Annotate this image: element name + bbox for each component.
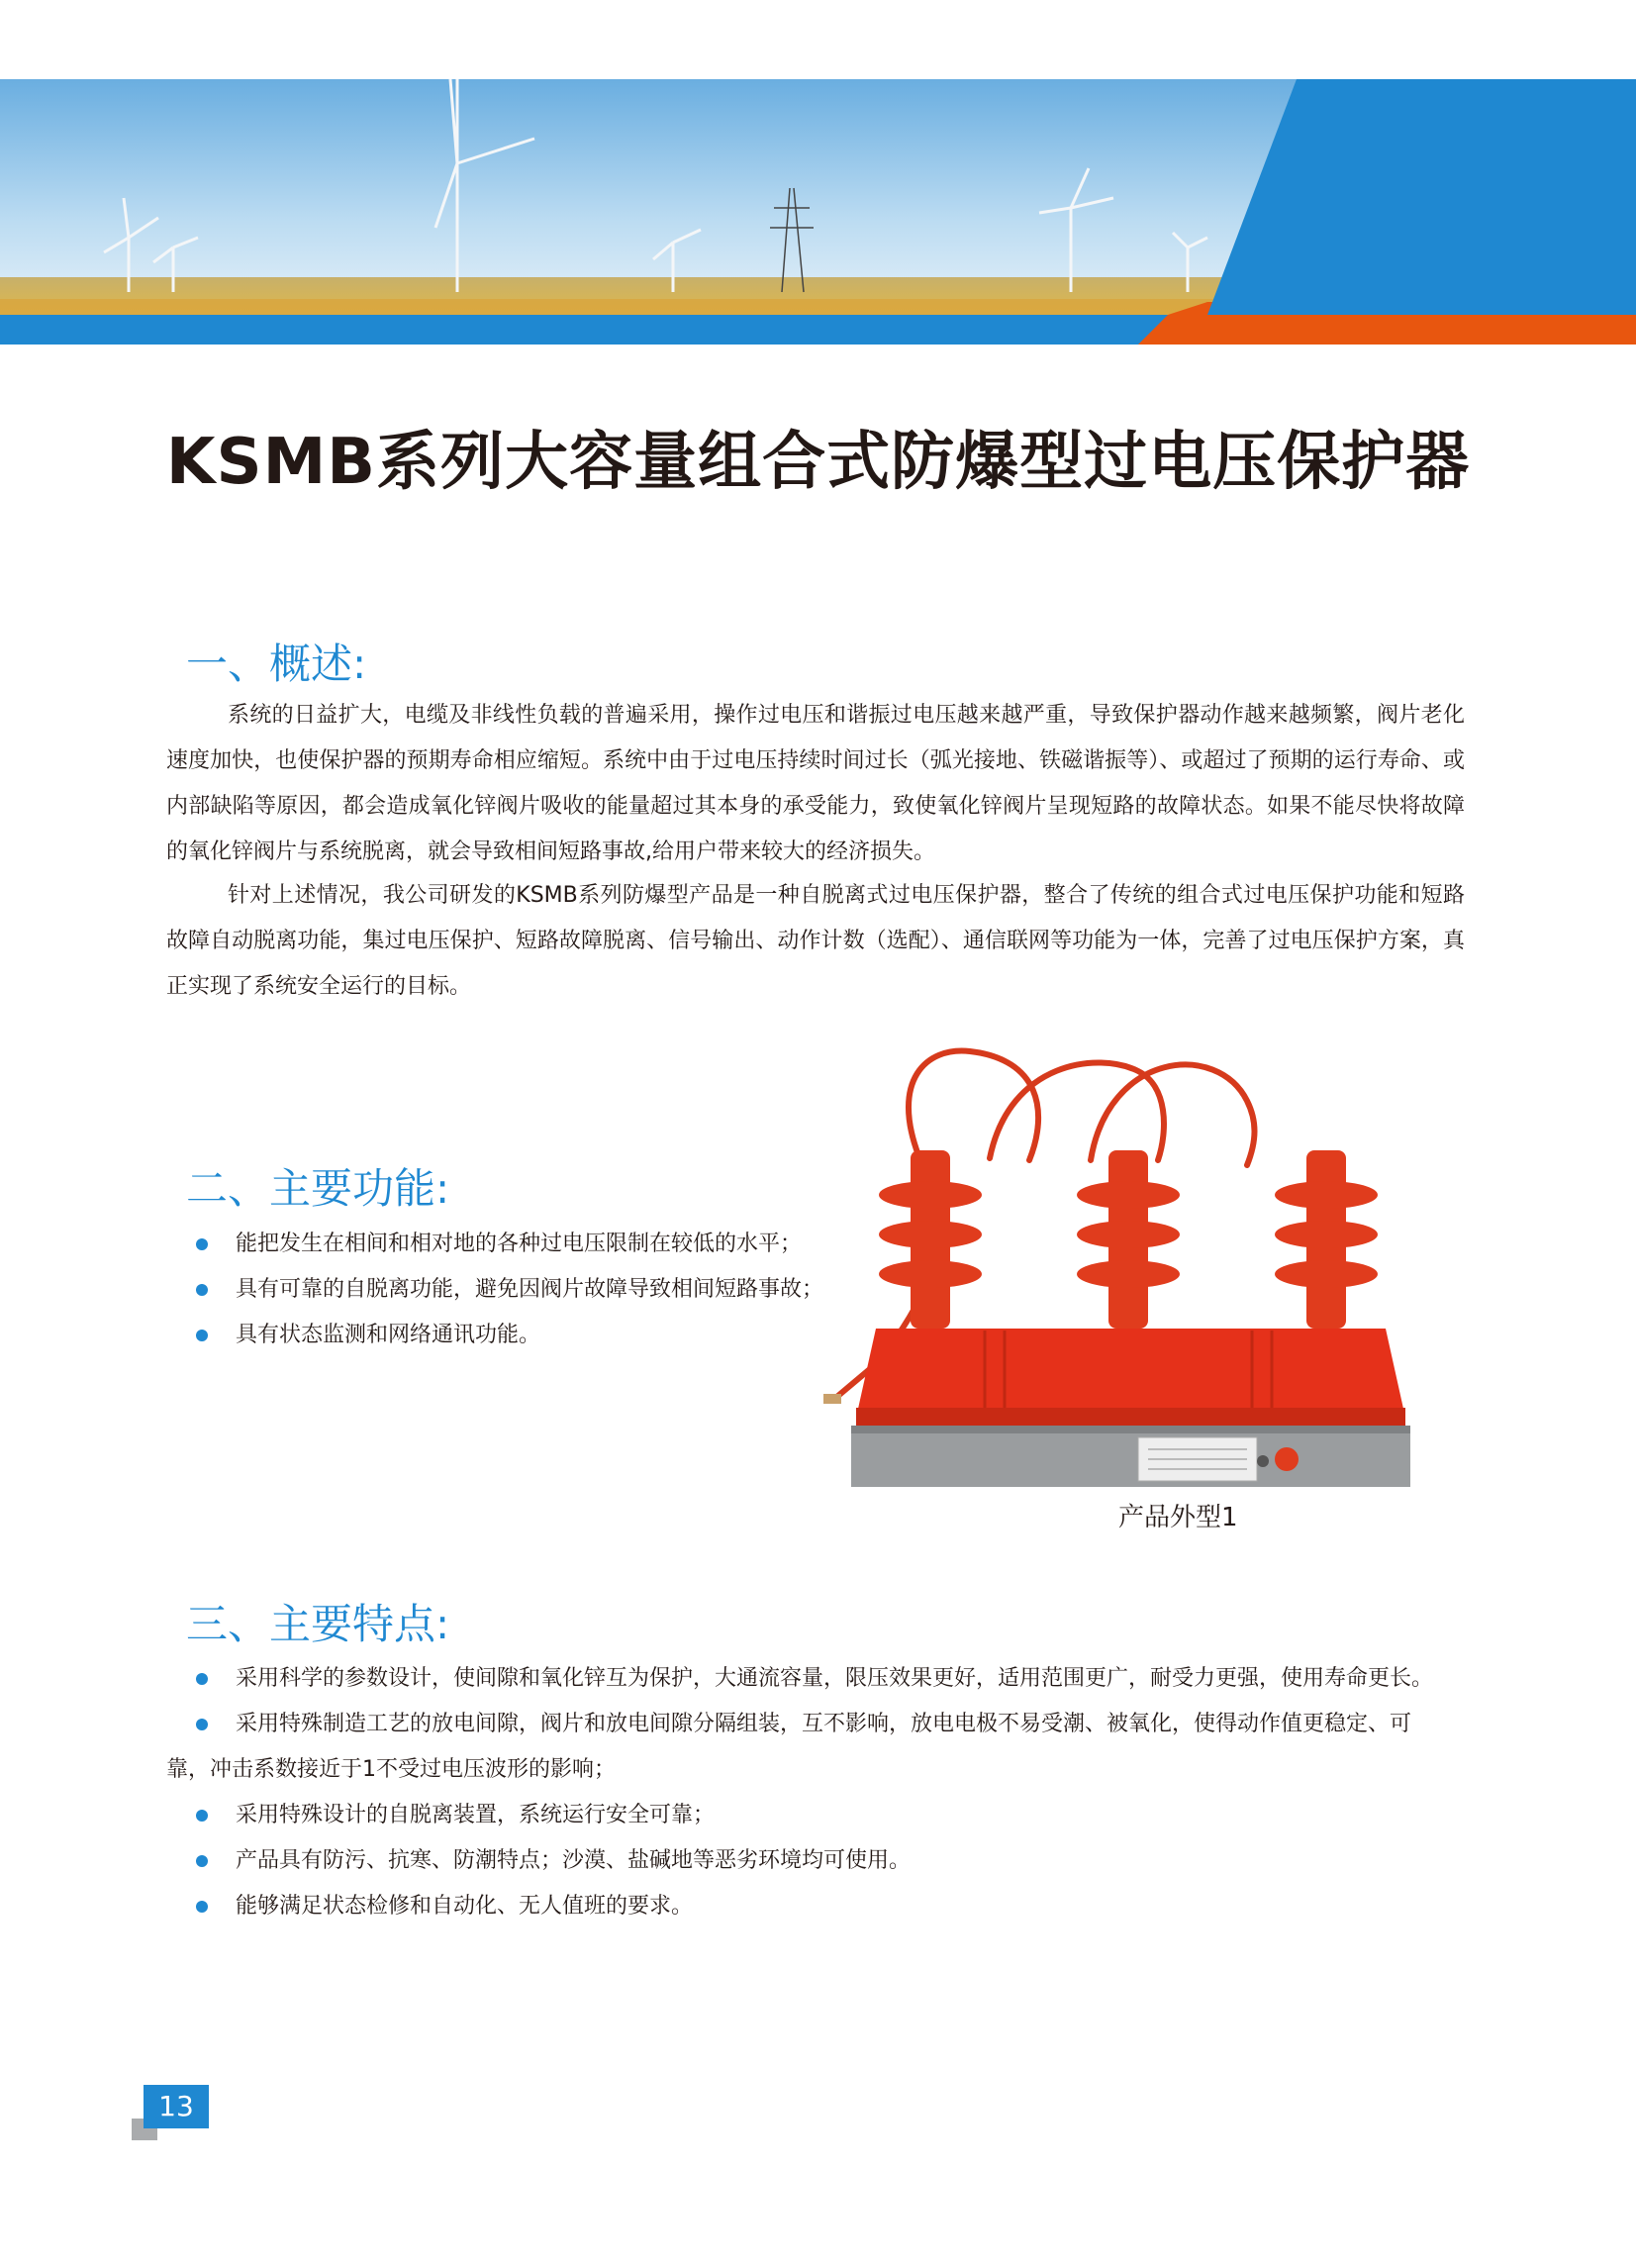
list-item: 产品具有防污、抗寒、防潮特点；沙漠、盐碱地等恶劣环境均可使用。 [196, 1838, 1473, 1884]
bullet-dot [196, 1284, 208, 1296]
bullet-dot [196, 1855, 208, 1867]
page-number: 13 [144, 2085, 209, 2128]
section-heading-features: 三、主要特点: [186, 1600, 450, 1648]
overview-paragraph-2: 针对上述情况，我公司研发的KSMB系列防爆型产品是一种自脱离式过电压保护器，整合了传统的组合式过电压保护功能和短路故障自动脱离功能，集过电压保护、短路故障脱离、信号输出、动作计数（选配）、通信联网等功能为一体，完善了过电压保护方案，真正实现了系统安全运行的目标。 [166, 883, 1465, 999]
bullet-dot [196, 1238, 208, 1250]
header-banner-wind-farm [0, 79, 1636, 345]
section-heading-overview: 一、概述: [186, 640, 367, 688]
features-list [166, 1656, 1473, 1929]
functions-list [196, 1222, 823, 1358]
bullet-dot [196, 1673, 208, 1685]
overview-paragraph-1: 系统的日益扩大，电缆及非线性负载的普遍采用，操作过电压和谐振过电压越来越严重，导致保护器动作越来越频繁，阀片老化速度加快，也使保护器的预期寿命相应缩短。系统中由于过电压持续时间过长（弧光接地、铁磁谐振等）、或超过了预期的运行寿命、或内部缺陷等原因，都会造成氧化锌阀片吸收的能量超过其本身的承受能力，致使氧化锌阀片呈现短路的故障状态。如果不能尽快将故障的氧化锌阀片与系统脱离，就会导致相间短路事故,给用户带来较大的经济损失。 [166, 703, 1465, 864]
list-item: 采用科学的参数设计，使间隙和氧化锌互为保护，大通流容量，限压效果更好，适用范围更广，耐受力更强，使用寿命更长。 [196, 1656, 1473, 1702]
page-title: KSMB系列大容量组合式防爆型过电压保护器 [165, 426, 1471, 499]
list-item: 具有状态监测和网络通讯功能。 [196, 1313, 823, 1358]
list-item: 采用特殊制造工艺的放电间隙，阀片和放电间隙分隔组装，互不影响，放电电极不易受潮、被氧化，使得动作值更稳定、可 靠，冲击系数接近于1不受过电压波形的影响； [166, 1712, 1412, 1782]
bullet-dot [196, 1901, 208, 1913]
list-item: 能够满足状态检修和自动化、无人值班的要求。 [196, 1884, 1473, 1929]
bullet-dot [196, 1330, 208, 1341]
bullet-dot [196, 1719, 208, 1730]
list-item: 能把发生在相间和相对地的各种过电压限制在较低的水平； [196, 1222, 823, 1267]
list-item: 采用特殊设计的自脱离装置，系统运行安全可靠； [196, 1793, 1473, 1838]
section-heading-functions: 二、主要功能: [186, 1164, 450, 1213]
product-photo-surge-protector [812, 1041, 1445, 1487]
list-item: 具有可靠的自脱离功能，避免因阀片故障导致相间短路事故； [196, 1267, 823, 1313]
product-caption: 产品外型1 [1118, 1503, 1238, 1532]
bullet-dot [196, 1810, 208, 1822]
